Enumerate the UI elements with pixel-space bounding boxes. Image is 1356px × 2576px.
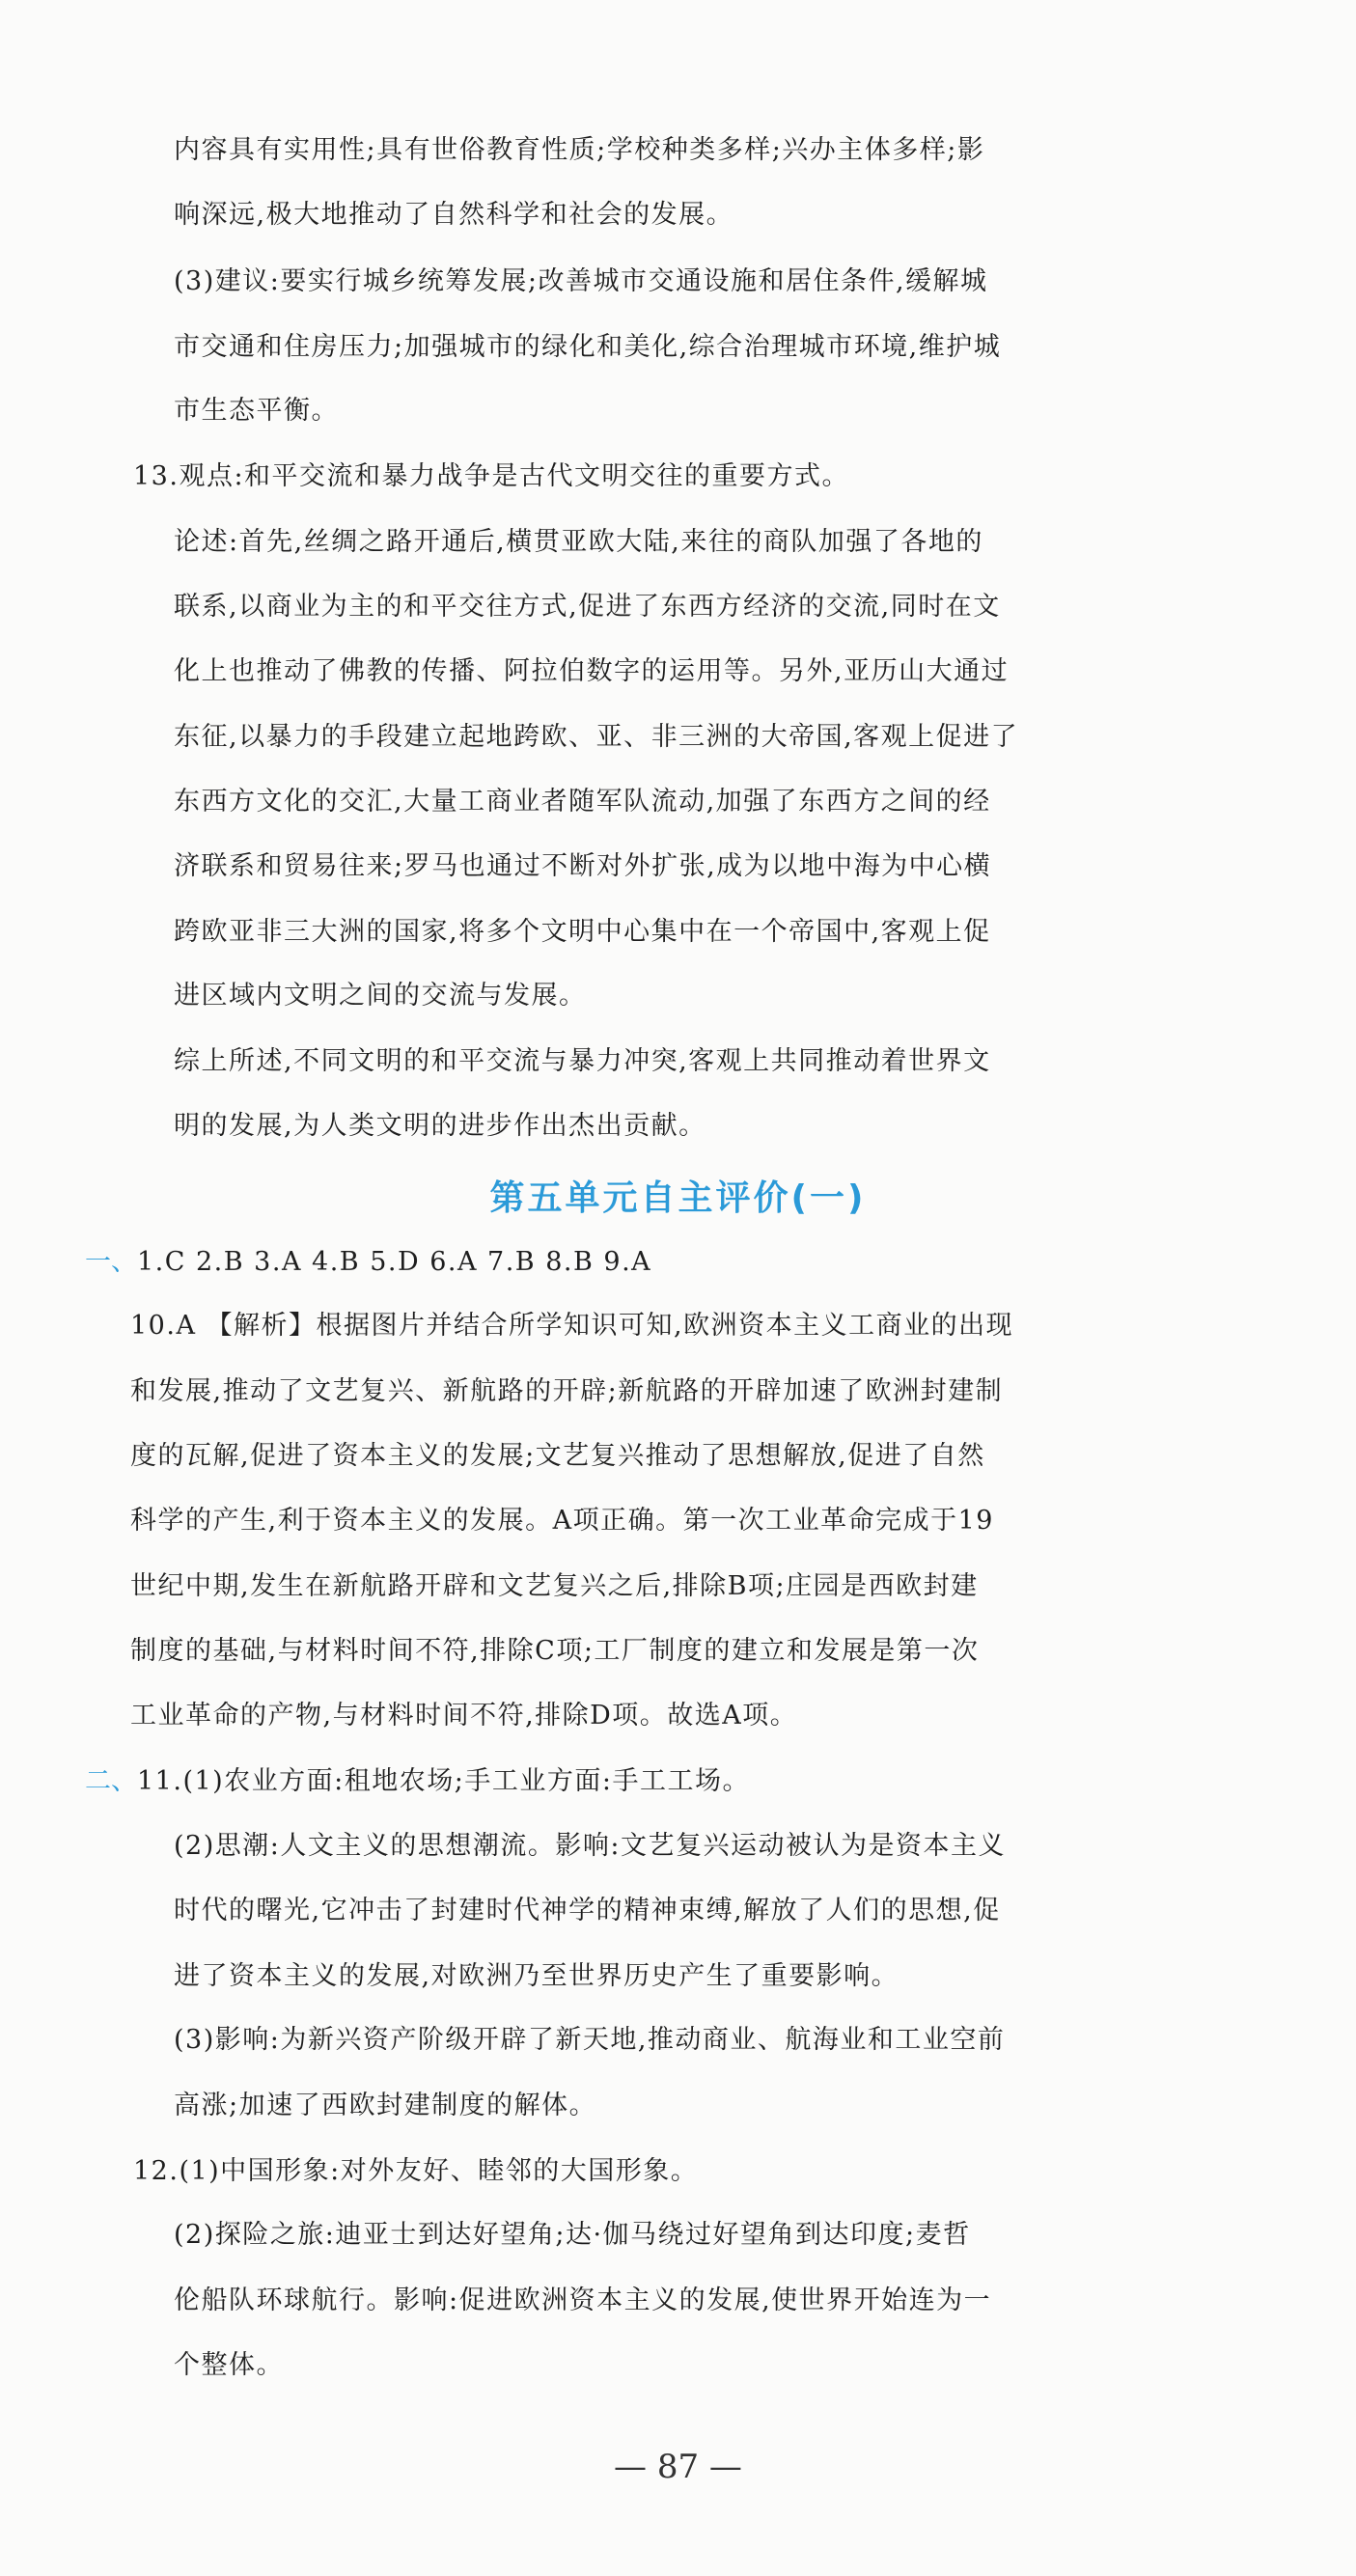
text-line: (3)影响:为新兴资产阶级开辟了新天地,推动商业、航海业和工业空前 [174, 2025, 1006, 2055]
text-line: 市交通和住房压力;加强城市的绿化和美化,综合治理城市环境,维护城 [174, 332, 1002, 362]
text-line: (2)思潮:人文主义的思想潮流。影响:文艺复兴运动被认为是资本主义 [174, 1831, 1006, 1861]
section-1-row [85, 1243, 651, 1282]
text-line: 科学的产生,利于资本主义的发展。A项正确。第一次工业革命完成于19 [130, 1506, 994, 1536]
text-line: 东西方文化的交汇,大量工商业者随军队流动,加强了东西方之间的经 [174, 787, 991, 817]
text-line: 化上也推动了佛教的传播、阿拉伯数字的运用等。另外,亚历山大通过 [174, 656, 1010, 686]
text-line: 市生态平衡。 [174, 396, 339, 426]
section-2-mark: 二、 [85, 1766, 137, 1796]
unit-title: 第五单元自主评价(一) [489, 1178, 867, 1218]
text-line: 论述:首先,丝绸之路开通后,横贯亚欧大陆,来往的商队加强了各地的 [174, 527, 983, 557]
text-line: 东征,以暴力的手段建立起地跨欧、亚、非三洲的大帝国,客观上促进了 [174, 722, 1019, 752]
text-line: 工业革命的产物,与材料时间不符,排除D项。故选A项。 [130, 1701, 798, 1731]
text-line: 进了资本主义的发展,对欧洲乃至世界历史产生了重要影响。 [174, 1961, 899, 1991]
text-line: (2)探险之旅:迪亚士到达好望角;达·伽马绕过好望角到达印度;麦哲 [174, 2220, 971, 2250]
text-line: 制度的基础,与材料时间不符,排除C项;工厂制度的建立和发展是第一次 [130, 1636, 980, 1666]
text-line: 个整体。 [174, 2350, 284, 2380]
section-1-answers: 1.C 2.B 3.A 4.B 5.D 6.A 7.B 8.B 9.A [137, 1247, 652, 1277]
text-line: 响深远,极大地推动了自然科学和社会的发展。 [174, 200, 734, 230]
text-line: (3)建议:要实行城乡统筹发展;改善城市交通设施和居住条件,缓解城 [174, 266, 988, 296]
section-1-mark: 一、 [85, 1247, 137, 1277]
q13-head: 13.观点:和平交流和暴力战争是古代文明交往的重要方式。 [133, 461, 850, 491]
text-line: 明的发展,为人类文明的进步作出杰出贡献。 [174, 1111, 706, 1141]
text-line: 和发展,推动了文艺复兴、新航路的开辟;新航路的开辟加速了欧洲封建制 [130, 1376, 1004, 1406]
text-line: 进区域内文明之间的交流与发展。 [174, 981, 587, 1011]
text-line: 度的瓦解,促进了资本主义的发展;文艺复兴推动了思想解放,促进了自然 [130, 1441, 985, 1471]
text-line: 时代的曙光,它冲击了封建时代神学的精神束缚,解放了人们的思想,促 [174, 1896, 1001, 1925]
text-line: 内容具有实用性;具有世俗教育性质;学校种类多样;兴办主体多样;影 [174, 135, 985, 165]
text-line: 跨欧亚非三大洲的国家,将多个文明中心集中在一个帝国中,客观上促 [174, 917, 991, 947]
section-2-row [85, 1762, 750, 1801]
text-line: 联系,以商业为主的和平交往方式,促进了东西方经济的交流,同时在文 [174, 592, 1001, 622]
text-line: 伦船队环球航行。影响:促进欧洲资本主义的发展,使世界开始连为一 [174, 2285, 992, 2315]
text-line: 世纪中期,发生在新航路开辟和文艺复兴之后,排除B项;庄园是西欧封建 [130, 1571, 979, 1601]
text-line: 10.A 【解析】根据图片并结合所学知识可知,欧洲资本主义工商业的出现 [130, 1311, 1014, 1341]
page-number: — 87 — [614, 2448, 742, 2486]
q11-head: 11.(1)农业方面:租地农场;手工业方面:手工工场。 [137, 1766, 750, 1796]
text-line: 济联系和贸易往来;罗马也通过不断对外扩张,成为以地中海为中心横 [174, 851, 992, 881]
q12-head: 12.(1)中国形象:对外友好、睦邻的大国形象。 [133, 2156, 699, 2186]
text-line: 综上所述,不同文明的和平交流与暴力冲突,客观上共同推动着世界文 [174, 1046, 991, 1076]
text-line: 高涨;加速了西欧封建制度的解体。 [174, 2091, 597, 2120]
